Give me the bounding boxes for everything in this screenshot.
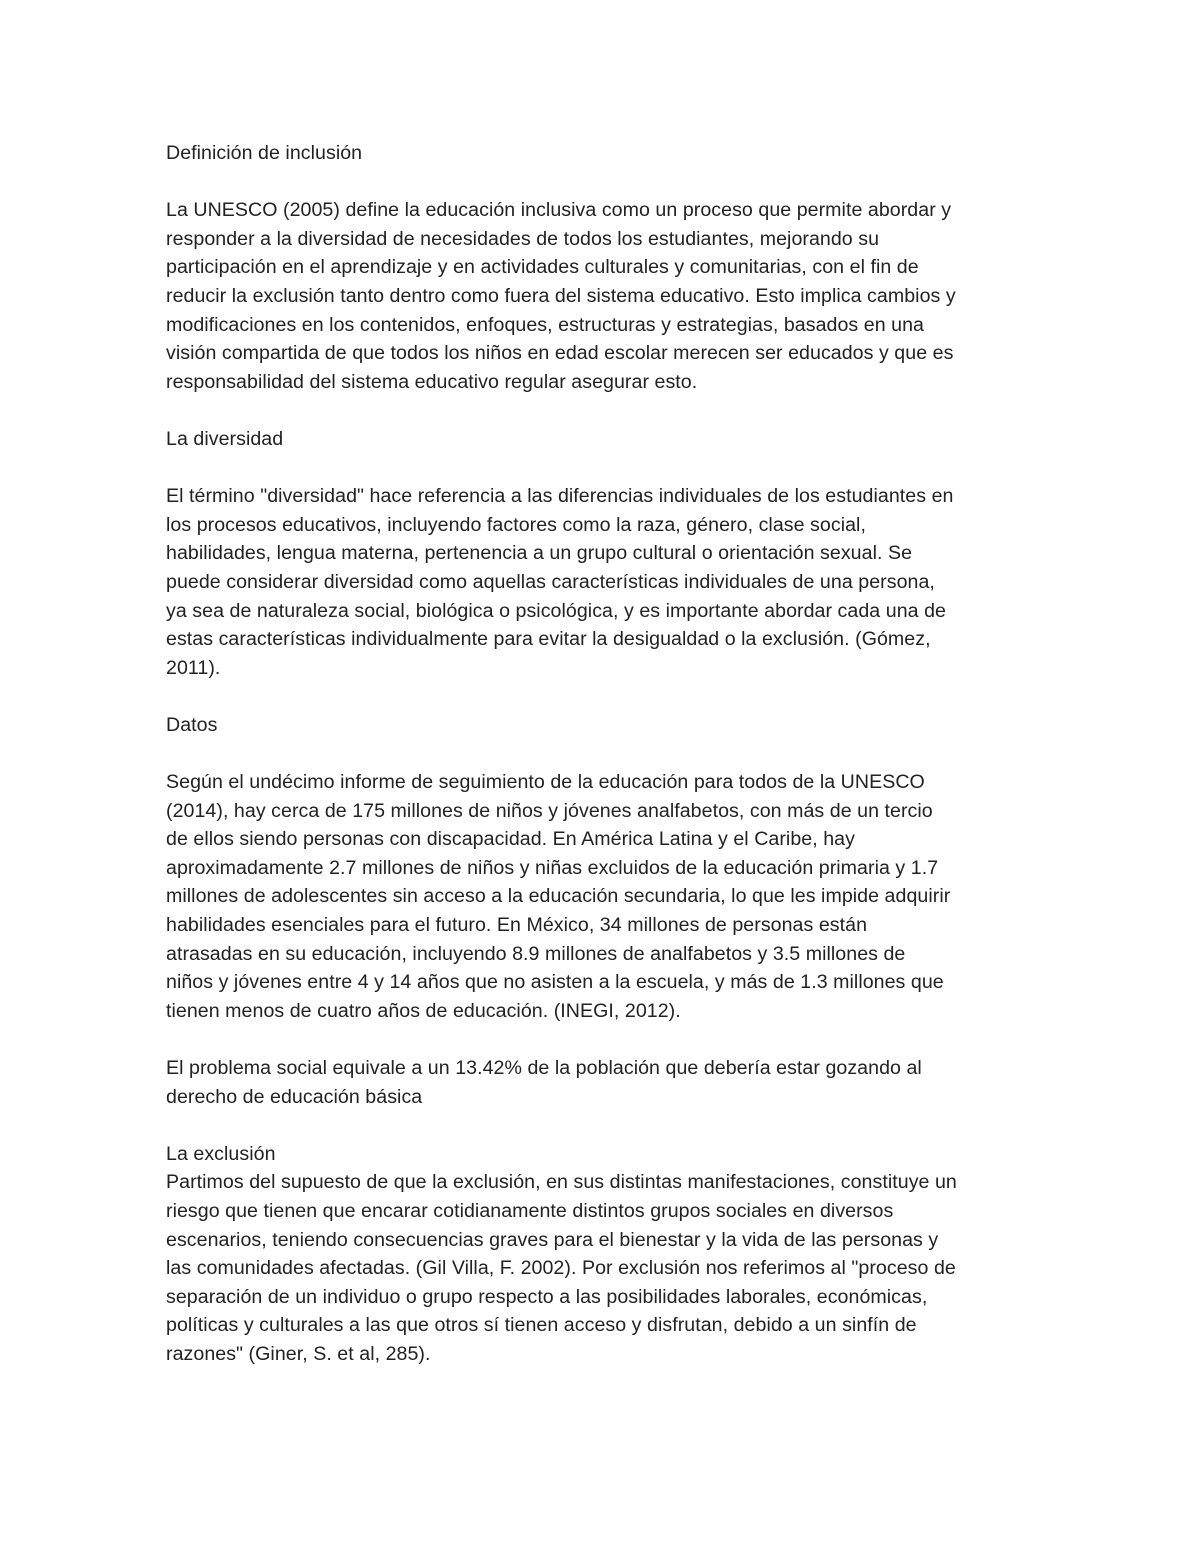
spacer xyxy=(166,168,1046,197)
spacer xyxy=(166,1111,1046,1140)
paragraph-data-statistics: Según el undécimo informe de seguimiento de la educación para todos de la UNESCO (2014), hay cerca de 175 millones de niños y jóvenes analfabetos, con más de un tercio de ellos siendo personas con discapacidad. En América Latina y el Caribe, hay aproximadamente 2.7 millones de niños y niñas excluidos de la educación primaria y 1.7 millones de adolescentes sin acceso a la educación secundaria, lo que les impide adquirir habilidades esenciales para el futuro. En México, 34 millones de personas están atrasadas en su educación, incluyendo 8.9 millones de analfabetos y 3.5 millones de niños y jóvenes entre 4 y 14 años que no asisten a la escuela, y más de 1.3 millones que tienen menos de cuatro años de educación. (INEGI, 2012). xyxy=(166,771,951,1022)
paragraph-diversity: El término "diversidad" hace referencia a las diferencias individuales de los estudiantes en los procesos educativos, incluyendo factores como la raza, género, clase social, habilidades, lengua materna, pertenencia a un grupo cultural o orientación sexual. Se puede considerar diversidad como aquellas características individuales de una persona, ya sea de naturaleza social, biológica o psicológica, y es importante abordar cada una de estas características individualmente para evitar la desigualdad o la exclusión. (Gómez, 2011). xyxy=(166,485,954,679)
paragraph-social-problem: El problema social equivale a un 13.42% de la población que debería estar gozando al derecho de educación básica xyxy=(166,1057,922,1108)
section-heading-data: Datos xyxy=(166,713,218,736)
paragraph-exclusion: Partimos del supuesto de que la exclusión, en sus distintas manifestaciones, constituye un riesgo que tienen que encarar cotidianamente distintos grupos sociales en diversos escenarios, teniendo consecuencias graves para el bienestar y la vida de las personas y las comunidades afectadas. (Gil Villa, F. 2002). Por exclusión nos referimos al "proceso de separación de un individuo o grupo respecto a las posibilidades laborales, económicas, políticas y culturales a las que otros sí tienen acceso y disfrutan, debido a un sinfín de razones" (Giner, S. et al, 285). xyxy=(166,1171,957,1365)
spacer xyxy=(166,396,1046,425)
paragraph-inclusion-definition: La UNESCO (2005) define la educación inclusiva como un proceso que permite abordar y responder a la diversidad de necesidades de todos los estudiantes, mejorando su participación en el aprendizaje y en actividades culturales y comunitarias, con el fin de reducir la exclusión tanto dentro como fuera del sistema educativo. Esto implica cambios y modificaciones en los contenidos, enfoques, estructuras y estrategias, basados en una visión compartida de que todos los niños en edad escolar merecen ser educados y que es responsabilidad del sistema educativo regular asegurar esto. xyxy=(166,199,956,393)
spacer xyxy=(166,1025,1046,1054)
document-body xyxy=(166,139,1046,1369)
spacer xyxy=(166,739,1046,768)
spacer xyxy=(166,682,1046,711)
section-heading-diversity: La diversidad xyxy=(166,427,284,450)
spacer xyxy=(166,454,1046,483)
section-heading-inclusion: Definición de inclusión xyxy=(166,142,363,164)
section-heading-exclusion: La exclusión xyxy=(166,1142,276,1165)
